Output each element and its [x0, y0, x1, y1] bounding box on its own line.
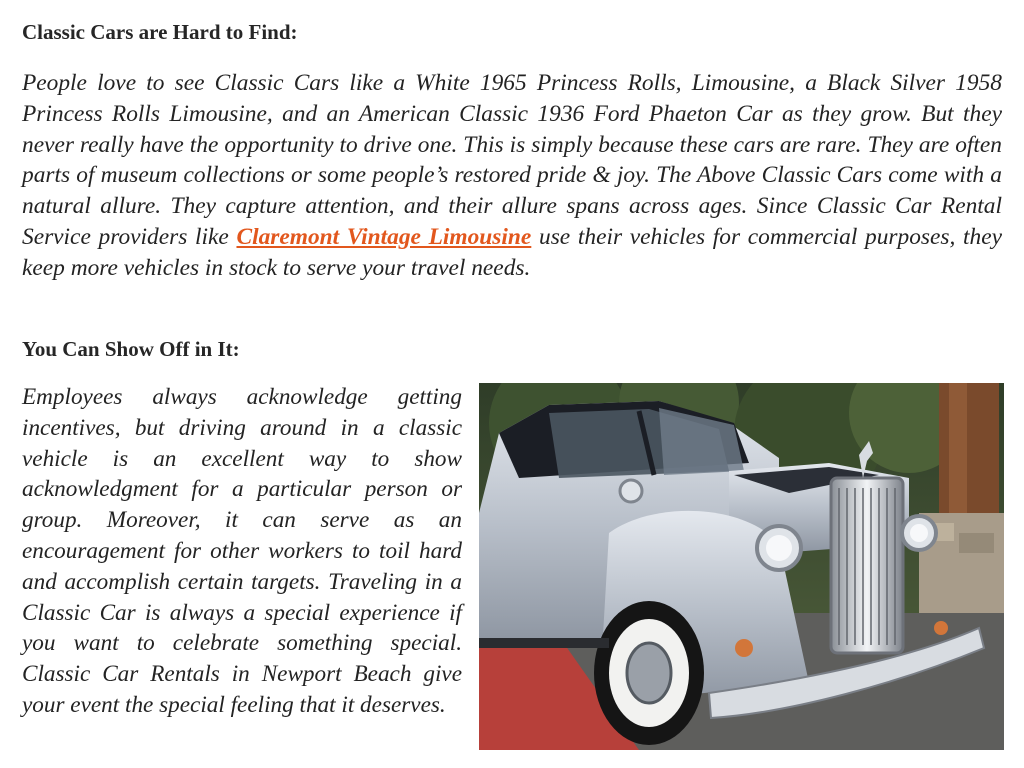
- section-heading-show-off: You Can Show Off in It:: [22, 337, 240, 361]
- section-heading-classic-cars: Classic Cars are Hard to Find:: [22, 20, 298, 44]
- classic-rolls-royce-photo: [479, 383, 1004, 750]
- paragraph-text-start: People love to see Classic Cars like a White 1965 Princess Rolls, Limousine, a Black Silver 1958 Princess Rolls Limousine, and an American Classic 1936 Ford Phaeton Car as they grow. But they never really have the opportunity to drive one. This is simply because these cars are rare. They are often parts of museum collections or some people’s restored pride & joy. The Above Classic Cars come with a natural allure. They capture attention, and their allure spans across ages. Since Classic Car Rental Service providers like: [22, 70, 1002, 250]
- claremont-vintage-limousine-link[interactable]: Claremont Vintage Limousine: [236, 223, 532, 250]
- classic-cars-paragraph: [22, 68, 1002, 284]
- show-off-paragraph: Employees always acknowledge getting incentives, but driving around in a classic vehicle is an excellent way to show acknowledgment for a particular person or group. Moreover, it can serve as an encouragement for other workers to toil hard and accomplish certain targets. Traveling in a Classic Car is always a special experience if you want to celebrate something special. Classic Car Rentals in Newport Beach give your event the special feeling that it deserves.: [22, 384, 462, 718]
- paragraph-text-end: use their vehicles for commercial purposes, they keep more vehicles in stock to serve your travel needs.: [22, 223, 1002, 281]
